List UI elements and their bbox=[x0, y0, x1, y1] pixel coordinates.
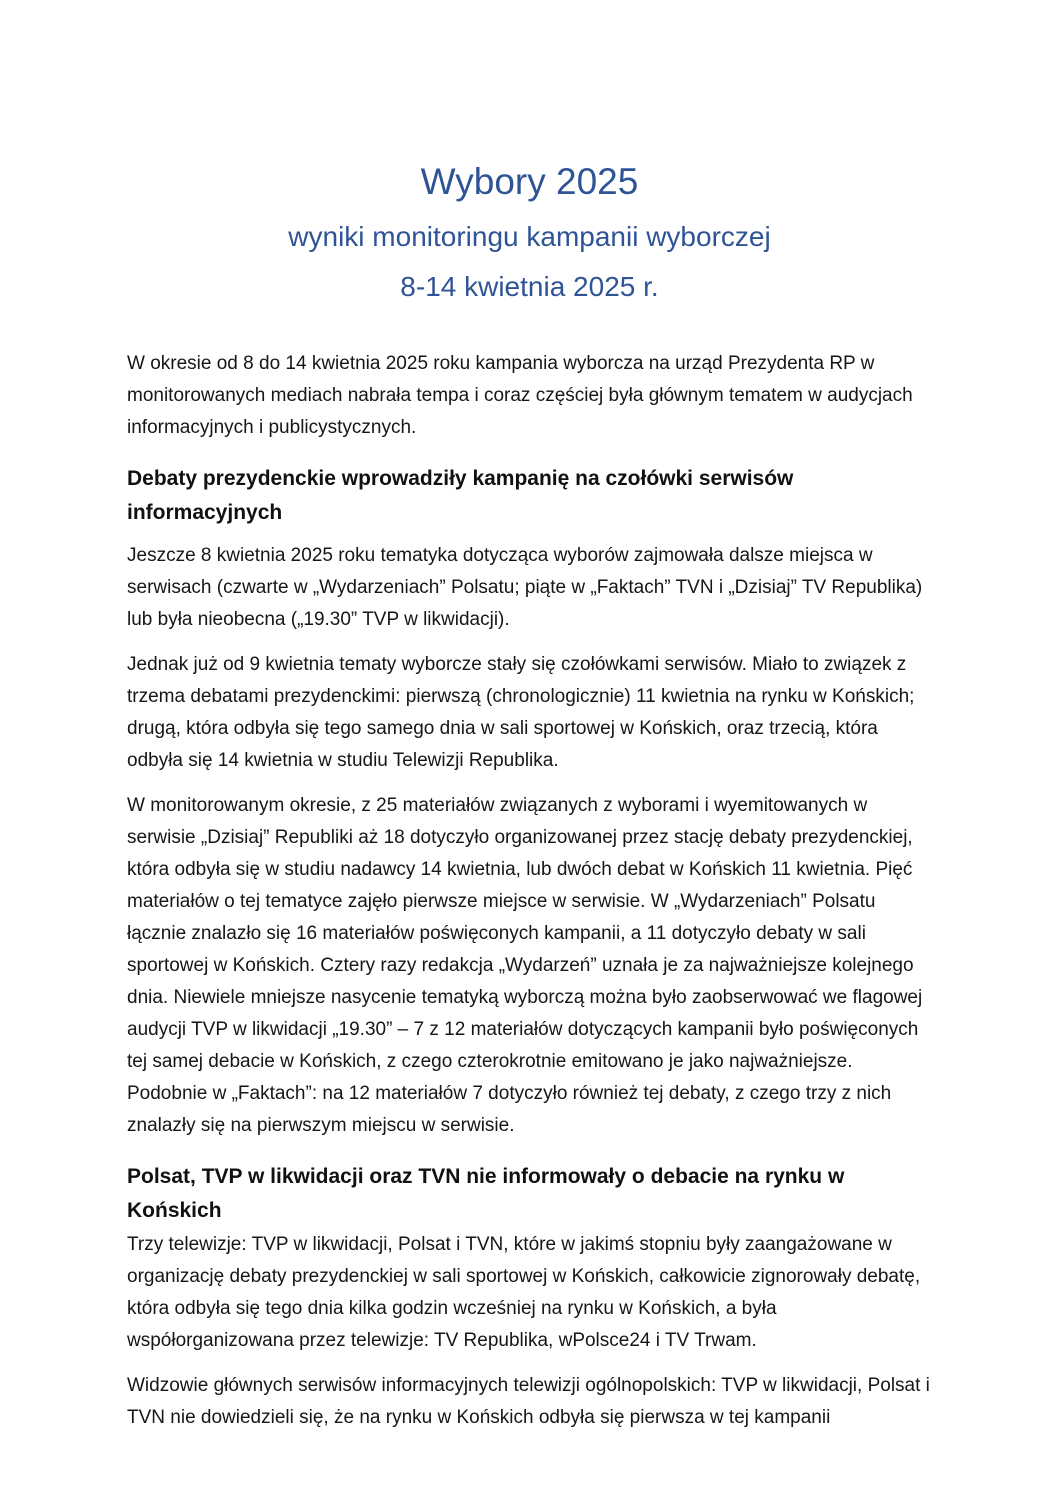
paragraph-april-8-coverage: Jeszcze 8 kwietnia 2025 roku tematyka dotycząca wyborów zajmowała dalsze miejsca w serwisach (czwarte w „Wydarzeniach” Polsatu; piąte w „Faktach” TVN i „Dzisiaj” TV Republika) lub była nieobecna („19.30” TVP w likwidacji). bbox=[127, 544, 923, 630]
paragraph-viewers-unaware: Widzowie głównych serwisów informacyjnych telewizji ogólnopolskich: TVP w likwidacji, Polsat i TVN nie dowiedzieli się, że na rynku w Końskich odbyła się pierwsza w tej kampanii bbox=[127, 1374, 930, 1428]
paragraph-monitoring-stats: W monitorowanym okresie, z 25 materiałów związanych z wyborami i wyemitowanych w serwisie „Dzisiaj” Republiki aż 18 dotyczyło organizowanej przez stację debaty prezydenckiej, która odbyła się w studiu nadawcy 14 kwietnia, lub dwóch debat w Końskich 11 kwietnia. Pięć materiałów o tej tematyce zajęło pierwsze miejsce w serwisie. W „Wydarzeniach” Polsatu łącznie znalazło się 16 materiałów poświęconych kampanii, a 11 dotyczyło debaty w sali sportowej w Końskich. Cztery razy redakcja „Wydarzeń” uznała je za najważniejsze kolejnego dnia. Niewiele mniejsze nasycenie tematyką wyborczą można było zaobserwować we flagowej audycji TVP w likwidacji „19.30” – 7 z 12 materiałów dotyczących kampanii było poświęconych tej samej debacie w Końskich, z czego czterokrotnie emitowano je jako najważniejsze. Podobnie w „Faktach”: na 12 materiałów 7 dotyczyło również tej debaty, z czego trzy z nich znalazły się na pierwszym miejscu w serwisie. bbox=[127, 794, 923, 1136]
document-subtitle: wyniki monitoringu kampanii wyborczej bbox=[288, 221, 771, 253]
paragraph-intro: W okresie od 8 do 14 kwietnia 2025 roku kampania wyborcza na urząd Prezydenta RP w monitorowanych mediach nabrała tempa i coraz częściej była głównym tematem w audycjach informacyjnych i publicystycznych. bbox=[127, 352, 913, 438]
document-date-range: 8-14 kwietnia 2025 r. bbox=[400, 270, 659, 302]
paragraph-three-broadcasters: Trzy telewizje: TVP w likwidacji, Polsat i TVN, które w jakimś stopniu były zaangażowane w organizację debaty prezydenckiej w sali sportowej w Końskich, całkowicie zignorowały debatę, która odbyła się tego dnia kilka godzin wcześniej na rynku w Końskich, a była współorganizowana przez telewizje: TV Republika, wPolsce24 i TV Trwam. bbox=[127, 1233, 921, 1351]
heading-ignored-debate: Polsat, TVP w likwidacji oraz TVN nie informowały o debacie na rynku w Końskich bbox=[127, 1164, 845, 1222]
heading-debates-lead-news: Debaty prezydenckie wprowadziły kampanię na czołówki serwisów informacyjnych bbox=[127, 466, 794, 524]
paragraph-debates-timeline: Jednak już od 9 kwietnia tematy wyborcze stały się czołówkami serwisów. Miało to związek z trzema debatami prezydenckimi: pierwszą (chronologicznie) 11 kwietnia na rynku w Końskich; drugą, która odbyła się tego samego dnia w sali sportowej w Końskich, oraz trzecią, która odbyła się 14 kwietnia w studiu Telewizji Republika. bbox=[127, 653, 915, 771]
title-block bbox=[127, 160, 932, 304]
document-title: Wybory 2025 bbox=[420, 161, 639, 202]
